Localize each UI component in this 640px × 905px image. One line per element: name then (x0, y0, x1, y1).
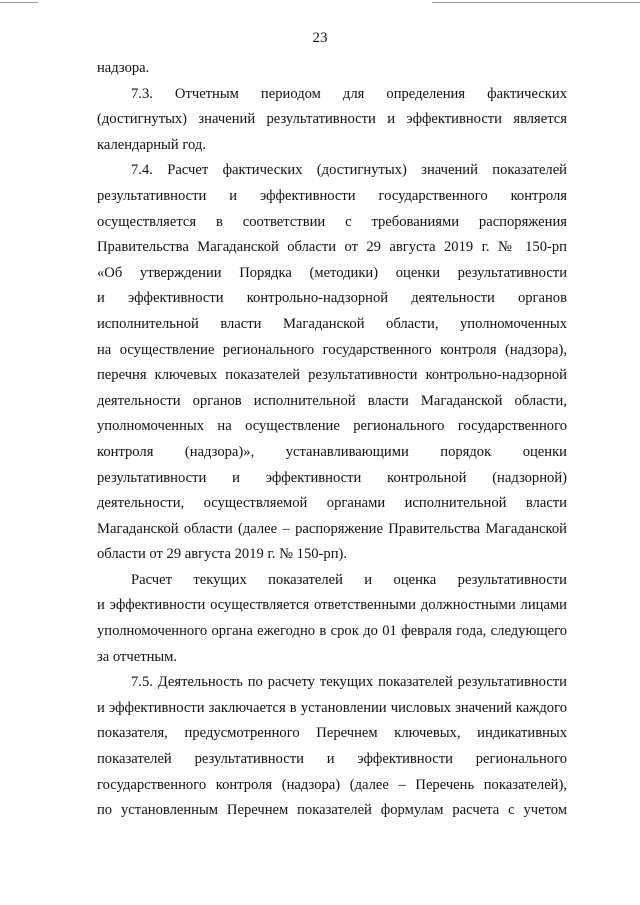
text-line: (достигнутых) значений результативности и эффективности является (97, 111, 567, 128)
top-right-scan-mark (432, 2, 640, 3)
text-line: контроля (надзора)», устанавливающими порядок оценки (97, 443, 567, 460)
text-line: календарный год. (97, 136, 206, 153)
page-number: 23 (312, 30, 328, 46)
top-left-scan-mark (0, 2, 38, 3)
text-line: на осуществление регионального государственного контроля (надзора), (97, 341, 567, 358)
text-line: уполномоченных на осуществление регионального государственного (97, 418, 567, 435)
text-line: деятельности органов исполнительной власти Магаданской области, (97, 392, 567, 409)
text-line: области от 29 августа 2019 г. № 150-рп). (97, 546, 348, 563)
text-line: перечня ключевых показателей результативности контрольно-надзорной (97, 367, 567, 384)
text-line: деятельности, осуществляемой органами исполнительной власти (97, 495, 567, 512)
text-line: «Об утверждении Порядка (методики) оценки результативности (97, 264, 567, 281)
text-line: и эффективности контрольно-надзорной деятельности органов (97, 290, 567, 307)
text-line: Расчет текущих показателей и оценка результативности (131, 571, 567, 588)
text-line: Правительства Магаданской области от 29 августа 2019 г. № 150-рп (97, 239, 567, 256)
text-line: по установленным Перечнем показателей формулам расчета с учетом (97, 802, 567, 819)
text-line: показателей результативности и эффективности регионального (97, 751, 567, 768)
text-line: уполномоченного органа ежегодно в срок до 01 февраля года, следующего (97, 623, 567, 640)
text-line: надзора. (97, 60, 150, 76)
text-line: осуществляется в соответствии с требованиями распоряжения (97, 213, 567, 230)
text-line: и эффективности заключается в установлении числовых значений каждого (97, 699, 567, 716)
text-line: 7.3. Отчетным периодом для определения фактических (131, 85, 567, 102)
text-line: и эффективности осуществляется ответственными должностными лицами (97, 597, 567, 614)
text-line: Магаданской области (далее – распоряжение Правительства Магаданской (97, 520, 567, 537)
text-line: показателя, предусмотренного Перечнем ключевых, индикативных (97, 725, 567, 742)
text-line: 7.4. Расчет фактических (достигнутых) значений показателей (131, 162, 567, 179)
text-line: 7.5. Деятельность по расчету текущих показателей результативности (131, 674, 567, 691)
body-text (97, 56, 567, 824)
text-line: результативности и эффективности контрольной (надзорной) (97, 469, 567, 486)
text-line: исполнительной власти Магаданской области, уполномоченных (97, 315, 567, 332)
text-line: результативности и эффективности государственного контроля (97, 187, 567, 204)
text-line: государственного контроля (надзора) (далее – Перечень показателей), (97, 776, 567, 793)
text-line: за отчетным. (97, 648, 178, 665)
